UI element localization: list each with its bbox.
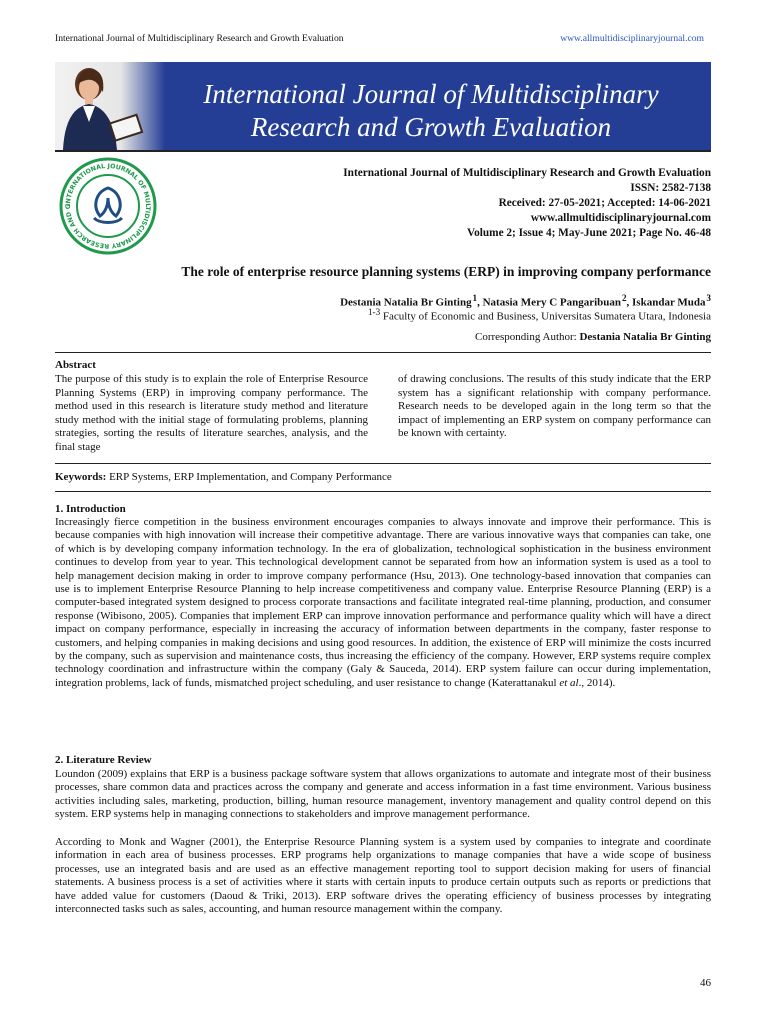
banner-woman-photo xyxy=(55,62,165,150)
keywords-line xyxy=(55,471,392,483)
corr-name: Destania Natalia Br Ginting xyxy=(579,331,711,343)
author-sep: , xyxy=(626,296,633,309)
keywords-top-rule xyxy=(55,463,711,464)
abstract-heading: Abstract xyxy=(55,359,96,371)
banner-title-line-1: International Journal of Multidisciplinary xyxy=(203,79,659,109)
banner-title-line-2: Research and Growth Evaluation xyxy=(250,112,612,142)
section-heading-introduction: 1. Introduction xyxy=(55,503,126,515)
author-name: Natasia Mery C Pangaribuan xyxy=(482,296,622,309)
running-header xyxy=(55,33,704,47)
abstract-column-left: The purpose of this study is to explain the role of Enterprise Resource Planning Systems (ERP) in improving company performance. The method used in this research is literature study method and literature study method with the initial stage of formulating problems, planning strategies, sorting the results of literature searches, analysis, and the final stage xyxy=(55,373,368,453)
meta-journal-name: International Journal of Multidisciplinary Research and Growth Evaluation xyxy=(343,167,711,179)
keywords-label: Keywords: xyxy=(55,471,107,483)
running-header-site-link[interactable]: www.allmultidisciplinaryjournal.com xyxy=(560,33,704,44)
meta-volume: Volume 2; Issue 4; May-June 2021; Page No. 46-48 xyxy=(466,227,711,239)
journal-banner xyxy=(55,62,711,150)
author-name: Destania Natalia Br Ginting xyxy=(340,296,472,309)
meta-site: www.allmultidisciplinaryjournal.com xyxy=(530,212,711,224)
author-name: Iskandar Muda xyxy=(632,296,706,309)
affiliation xyxy=(368,307,711,323)
corr-label: Corresponding Author: xyxy=(474,331,580,343)
abstract-column-right: of drawing conclusions. The results of this study indicate that the ERP system has a significant relationship with company performance. Research needs to be developed again in the long term so that the impact of implementing an ERP system on company performance can be known with certainty. xyxy=(398,373,711,440)
introduction-paragraph: Increasingly fierce competition in the business environment encourages companies to always innovate and improve their performance. This is because companies with high innovation will increase their competitive advantage. There are various innovative ways that companies can take, one of which is by developing company information technology. In the era of globalization, technological sophistication in the business environment continues to develop from year to year. This technological development cannot be separated from how an information system is used as a tool to help management decision making in order to improve company performance (Hsu, 2013). One technology-based innovation that companies can use is to implement Enterprise Resource Planning to help increase competitiveness and company value. Enterprise Resource Planning (ERP) is a computer-based integrated system designed to process corporate transactions and facilitate integrated real-time planning, production, and consumer response (Wibisono, 2005). Companies that implement ERP can improve innovation performance and performance quality which will have a direct impact on company performance, especially in increasing the accuracy of information between departments in the company, faster response to customers, and helping companies in making decisions and using good resources. In addition, the existence of ERP will minimize the costs incurred by the company, such as supervision and maintenance costs, thus increasing the efficiency of the company. However, ERP systems require complex technology coordination and infrastructure within the company (Galy & Sauceda, 2014). ERP system failure can occur during implementation, integration problems, lack of funds, mismatched project scheduling, and user resistance to change (Katerattanakul et al., 2014). xyxy=(55,516,711,689)
keywords-text: ERP Systems, ERP Implementation, and Company Performance xyxy=(106,471,392,483)
banner-title xyxy=(151,78,711,144)
running-header-journal: International Journal of Multidisciplinary Research and Growth Evaluation xyxy=(55,33,344,44)
journal-seal-logo xyxy=(58,156,158,256)
header-divider xyxy=(55,150,711,152)
keywords-bottom-rule xyxy=(55,491,711,492)
article-title: The role of enterprise resource planning systems (ERP) in improving company performance xyxy=(181,264,711,279)
author-sep: , xyxy=(477,296,483,309)
journal-meta-block xyxy=(343,166,711,241)
et-al-italic: et al xyxy=(559,676,579,689)
author-affil-sup: 1 xyxy=(472,293,478,303)
section-heading-literature-review: 2. Literature Review xyxy=(55,754,152,766)
affil-sup: 1-3 xyxy=(367,307,381,317)
meta-dates: Received: 27-05-2021; Accepted: 14-06-2021 xyxy=(498,197,711,209)
affil-text: Faculty of Economic and Business, Universitas Sumatera Utara, Indonesia xyxy=(380,310,711,323)
literature-paragraph-2: According to Monk and Wagner (2001), the Enterprise Resource Planning system is a system used by companies to integrate and coordinate information in each area of business processes. ERP programs help organizations to manage companies that have a wide scope of business processes, use an integrated basis and are used as an effective management reporting tool to support decision making for users of financial statements. A business process is a set of activities where it starts with certain inputs to produce certain outputs such as reports or predictions that have added value for customers (Daoud & Triki, 2013). ERP software drives the operating efficiency of business processes by integrating interconnected tasks such as sales, accounting, and human resource management within the company. xyxy=(55,836,711,916)
abstract-top-rule xyxy=(55,352,711,353)
literature-paragraph-1: Loundon (2009) explains that ERP is a business package software system that allows organizations to automate and integrate most of their business processes, share common data and practices across the company and generate and access information in a fast time environment. Various business activities including sales, marketing, production, billing, human resource management, inventory management and quality control depend on this system. ERP systems help in managing connections to stakeholders and improve management performance. xyxy=(55,768,711,821)
author-affil-sup: 2 xyxy=(621,293,627,303)
seal-ring-text: INTERNATIONAL JOURNAL OF MULTIDISCIPLINARY RESEARCH AND G xyxy=(64,162,152,250)
corresponding-author xyxy=(475,331,711,343)
meta-issn: ISSN: 2582-7138 xyxy=(630,182,711,194)
page-number: 46 xyxy=(700,977,711,989)
author-affil-sup: 3 xyxy=(706,293,711,303)
